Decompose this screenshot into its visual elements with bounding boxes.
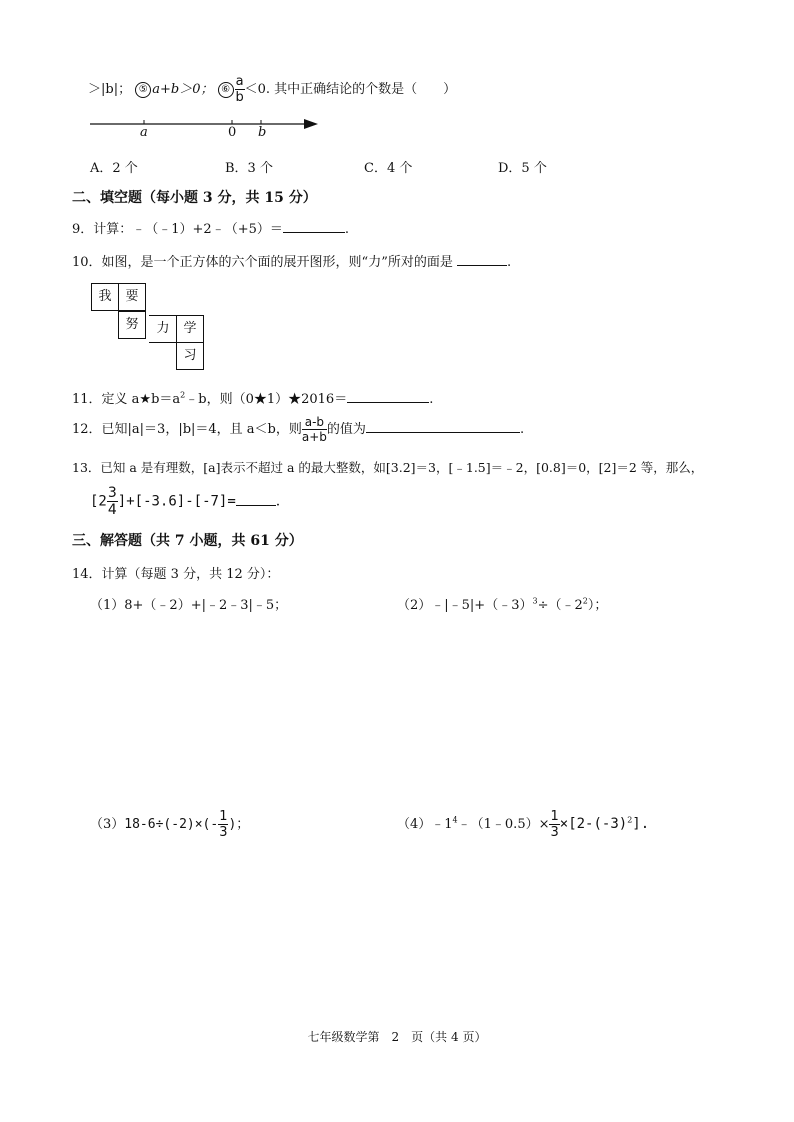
q11-text: 11．定义 a★b＝a bbox=[72, 392, 181, 407]
q10: 10．如图，是一个正方体的六个面的展开图形，则“力”所对的面是 . bbox=[72, 255, 512, 270]
net-cell-5: 学 bbox=[176, 315, 204, 343]
q10-text: 10．如图，是一个正方体的六个面的展开图形，则“力”所对的面是 bbox=[72, 255, 453, 270]
q14-p3-fraction: $\frac{1}{3}$ bbox=[219, 809, 228, 840]
number-line-label-0: 0 bbox=[228, 125, 237, 140]
option-a: A．2 个 bbox=[90, 161, 138, 176]
q14-text: 14．计算（每题 3 分，共 12 分）： bbox=[72, 567, 280, 582]
number-line-label-a: a bbox=[140, 125, 148, 140]
q14-part4: $(4)﹣1^4﹣(1﹣0.5)\times$ $\frac{1}{3}$ $\times[2-(-3)^2]$. bbox=[397, 809, 650, 840]
q8-stem: 其中正确结论的个数是（ ） bbox=[274, 82, 457, 97]
section-3-title: 三、解答题（共 7 小题，共 61 分） bbox=[72, 533, 303, 549]
net-cell-3: 努 bbox=[118, 311, 146, 339]
circle-6: ⑥ bbox=[218, 82, 234, 98]
net-cell-1: 我 bbox=[91, 283, 119, 311]
q14-part1: （1）8+（﹣2）+|﹣2﹣3|﹣5； bbox=[90, 598, 288, 613]
q12-fraction: $\frac{a-b}{a+b}$ bbox=[301, 415, 327, 444]
net-cell-6: 习 bbox=[176, 342, 204, 370]
q13-fraction: $\frac{3}{4}$ bbox=[107, 485, 117, 518]
q14-part3: （3）18-6÷(-2)×(- $\frac{1}{3}$ )； bbox=[90, 809, 250, 840]
q13-text: 13．已知 a 是有理数，[a]表示不超过 a 的最大整数，如[3.2]＝3，[﹣1.5]＝﹣2，[0.8]＝0，[2]＝2 等，那么， bbox=[72, 460, 704, 475]
q14-p4-fraction: $\frac{1}{3}$ bbox=[550, 809, 559, 840]
option-b: B．3 个 bbox=[225, 161, 273, 176]
net-cell-2: 要 bbox=[118, 283, 146, 311]
q10-blank bbox=[457, 253, 507, 266]
q8-cond6: ＜0. bbox=[244, 82, 270, 97]
q8-prefix: ＞|b|； bbox=[88, 82, 132, 97]
q8-cond5: a+b＞0； bbox=[152, 82, 214, 97]
q12-blank bbox=[366, 420, 520, 433]
q8-fraction: $\frac{a}{b}$ bbox=[235, 74, 244, 105]
q14-part2: $(2)﹣|﹣5|+(﹣3)^3\div(﹣2^2)$； bbox=[397, 596, 608, 613]
number-line bbox=[88, 112, 324, 142]
net-cell-4: 力 bbox=[149, 315, 177, 343]
option-d: D．5 个 bbox=[498, 161, 547, 176]
q9-blank bbox=[283, 220, 345, 233]
q8-conditions bbox=[88, 75, 456, 104]
q9-text: 9．计算：﹣（﹣1）+2﹣（+5）＝ bbox=[72, 222, 283, 237]
q13-blank bbox=[236, 493, 276, 506]
page-footer: 七年级数学第 2 页（共 4 页） bbox=[307, 1030, 487, 1044]
q11-blank bbox=[347, 390, 429, 403]
section-2-title: 二、填空题（每小题 3 分，共 15 分） bbox=[72, 190, 317, 206]
number-line-arrow bbox=[304, 119, 318, 129]
q11: 11．定义 $a★b=a^2﹣b$，则（0★1）★2016＝ . bbox=[72, 390, 434, 407]
q13-expression: [2 $\frac{3}{4}$ ]+[-3.6]-[-7]= . bbox=[90, 485, 281, 518]
circle-5: ⑤ bbox=[135, 82, 151, 98]
number-line-label-b: b bbox=[258, 125, 267, 140]
q9: 9．计算：﹣（﹣1）+2﹣（+5）＝ . bbox=[72, 222, 350, 237]
q12: 12．已知|a|＝3，|b|＝4，且 a＜b，则 $\frac{a-b}{a+b}$ 的值为 . bbox=[72, 415, 525, 444]
q12-text: 12．已知|a|＝3，|b|＝4，且 a＜b，则 bbox=[72, 422, 302, 437]
option-c: C．4 个 bbox=[364, 161, 413, 176]
